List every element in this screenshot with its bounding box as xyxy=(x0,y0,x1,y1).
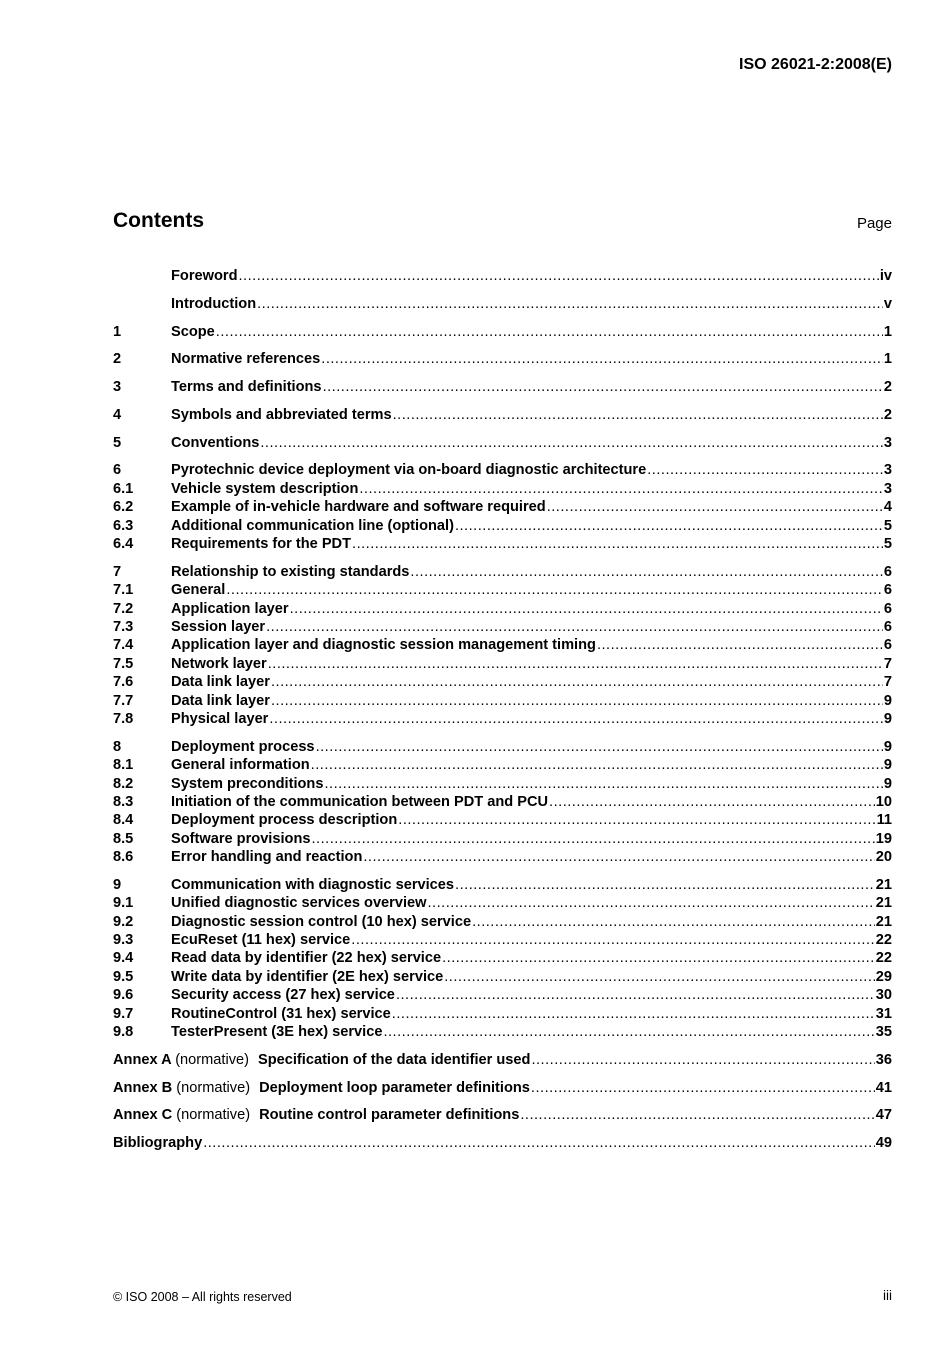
toc-dot-leader xyxy=(547,499,883,515)
toc-entry[interactable] xyxy=(113,351,892,369)
toc-entry-number: 7.5 xyxy=(113,655,134,672)
toc-entry-title: Read data by identifier (22 hex) service xyxy=(171,950,442,967)
toc-group xyxy=(113,351,892,369)
copyright-footer: © ISO 2008 – All rights reserved xyxy=(113,1290,292,1304)
toc-dot-leader xyxy=(257,296,883,312)
toc-entry-page: 21 xyxy=(875,876,892,893)
toc-entry-title: Deployment process xyxy=(171,738,315,755)
toc-entry[interactable] xyxy=(113,849,892,867)
toc-entry-page: 11 xyxy=(876,812,892,829)
toc-entry-page: 20 xyxy=(875,849,892,866)
annex-kind: (normative) xyxy=(176,1079,251,1096)
toc-entry-number: 9.4 xyxy=(113,950,134,967)
toc-dot-leader xyxy=(260,435,883,451)
toc-entry-page: 6 xyxy=(883,600,892,617)
toc-dot-leader xyxy=(226,582,883,598)
page-number: iii xyxy=(883,1288,892,1303)
toc-entry-page: 1 xyxy=(883,351,892,368)
toc-dot-leader xyxy=(321,351,883,367)
toc-entry[interactable] xyxy=(113,757,892,775)
toc-entry[interactable] xyxy=(113,794,892,812)
toc-entry-number: 8.5 xyxy=(113,830,134,847)
toc-entry-number: 7.7 xyxy=(113,692,134,709)
toc-entry-page: 9 xyxy=(883,757,892,774)
toc-group xyxy=(113,407,892,425)
toc-dot-leader xyxy=(324,776,882,792)
toc-entry-page: 10 xyxy=(875,793,892,810)
toc-entry[interactable] xyxy=(113,564,892,582)
toc-group xyxy=(113,379,892,397)
toc-entry-page: 36 xyxy=(875,1051,892,1068)
annex-label xyxy=(113,1107,250,1123)
toc-dot-leader xyxy=(597,637,883,653)
toc-entry-number: 9.7 xyxy=(113,1005,134,1022)
toc-entry-number: 9.1 xyxy=(113,895,134,912)
toc-entry[interactable] xyxy=(113,987,892,1005)
toc-entry-page: 7 xyxy=(883,655,892,672)
toc-entry-number: 6.4 xyxy=(113,536,134,553)
toc-entry[interactable] xyxy=(113,932,892,950)
toc-entry[interactable] xyxy=(113,1024,892,1042)
toc-entry[interactable] xyxy=(113,812,892,830)
toc-entry-title: Deployment process description xyxy=(171,812,398,829)
toc-dot-leader xyxy=(269,711,883,727)
toc-group xyxy=(113,1080,892,1098)
toc-entry-page: 41 xyxy=(875,1079,892,1096)
toc-entry-number: 7.4 xyxy=(113,637,134,654)
toc-annex-entry[interactable] xyxy=(113,1107,892,1125)
toc-bibliography-entry[interactable] xyxy=(113,1135,892,1153)
toc-entry-title: EcuReset (11 hex) service xyxy=(171,932,351,949)
toc-dot-leader xyxy=(323,379,883,395)
toc-entry-number: 9.5 xyxy=(113,968,134,985)
toc-entry[interactable] xyxy=(113,950,892,968)
toc-entry-page: 29 xyxy=(875,968,892,985)
toc-entry-title: Foreword xyxy=(171,268,238,284)
toc-entry-page: 9 xyxy=(883,738,892,755)
toc-dot-leader xyxy=(647,462,883,478)
annex-label xyxy=(113,1052,249,1068)
annex-name: Annex C xyxy=(113,1107,173,1124)
toc-dot-leader xyxy=(472,914,875,930)
toc-dot-leader xyxy=(266,619,883,635)
toc-dot-leader xyxy=(398,812,875,828)
toc-entry-number: 6 xyxy=(113,462,122,479)
toc-dot-leader xyxy=(442,950,875,966)
toc-entry[interactable] xyxy=(113,582,892,600)
toc-entry-number: 9.8 xyxy=(113,1023,134,1040)
toc-entry[interactable] xyxy=(113,711,892,729)
toc-entry-number: 9.2 xyxy=(113,913,134,930)
toc-entry-title: Symbols and abbreviated terms xyxy=(171,406,392,423)
toc-entry-title: Routine control parameter definitions xyxy=(259,1107,520,1124)
toc-entry-number: 1 xyxy=(113,323,122,340)
toc-entry[interactable] xyxy=(113,1006,892,1024)
toc-entry-title: Terms and definitions xyxy=(171,379,322,396)
toc-entry[interactable] xyxy=(113,536,892,554)
toc-entry-page: iv xyxy=(879,268,892,284)
toc-entry-page: 3 xyxy=(883,434,892,451)
toc-dot-leader xyxy=(520,1107,874,1123)
toc-group xyxy=(113,1135,892,1153)
toc-entry-page: 2 xyxy=(883,379,892,396)
toc-entry[interactable] xyxy=(113,601,892,619)
toc-entry[interactable] xyxy=(113,674,892,692)
toc-group xyxy=(113,324,892,342)
toc-entry-page: 47 xyxy=(875,1107,892,1124)
toc-entry-number: 4 xyxy=(113,406,122,423)
toc-entry-title: Software provisions xyxy=(171,830,311,847)
toc-entry[interactable] xyxy=(113,831,892,849)
toc-entry-page: 30 xyxy=(875,987,892,1004)
toc-group xyxy=(113,739,892,868)
toc-entry[interactable] xyxy=(113,324,892,342)
toc-dot-leader xyxy=(383,1024,874,1040)
toc-entry-number: 7.8 xyxy=(113,710,134,727)
toc-dot-leader xyxy=(290,601,883,617)
toc-dot-leader xyxy=(316,739,883,755)
toc-entry-page: 19 xyxy=(875,830,892,847)
toc-entry-number: 8.6 xyxy=(113,849,134,866)
toc-entry[interactable] xyxy=(113,379,892,397)
toc-entry-title: TesterPresent (3E hex) service xyxy=(171,1023,383,1040)
toc-entry-page: 21 xyxy=(875,895,892,912)
toc-entry-page: 9 xyxy=(883,775,892,792)
toc-entry-page: 49 xyxy=(875,1135,892,1152)
toc-dot-leader xyxy=(203,1135,875,1151)
toc-entry-page: 35 xyxy=(875,1023,892,1040)
toc-entry-number: 7.6 xyxy=(113,674,134,691)
toc-entry[interactable] xyxy=(113,895,892,913)
toc-entry[interactable] xyxy=(113,481,892,499)
toc-dot-leader xyxy=(396,987,875,1003)
toc-entry-number: 7 xyxy=(113,563,122,580)
toc-dot-leader xyxy=(444,969,875,985)
toc-entry[interactable] xyxy=(113,268,892,286)
toc-dot-leader xyxy=(455,877,875,893)
toc-entry-title: Communication with diagnostic services xyxy=(171,876,455,893)
toc-dot-leader xyxy=(268,656,883,672)
toc-entry-number: 2 xyxy=(113,351,122,368)
toc-entry-title: Application layer and diagnostic session management timing xyxy=(171,637,596,654)
toc-entry-title: Physical layer xyxy=(171,710,269,727)
toc-entry[interactable] xyxy=(113,637,892,655)
page-title: Contents xyxy=(113,209,204,232)
toc-dot-leader xyxy=(311,831,874,847)
toc-entry-page: 2 xyxy=(883,406,892,423)
toc-annex-entry[interactable] xyxy=(113,1080,892,1098)
toc-entry[interactable] xyxy=(113,914,892,932)
toc-entry-title: Data link layer xyxy=(171,692,270,709)
toc-dot-leader xyxy=(352,536,883,552)
toc-annex-entry[interactable] xyxy=(113,1052,892,1070)
toc-entry-number: 9.6 xyxy=(113,987,134,1004)
toc-entry-page: 6 xyxy=(883,563,892,580)
toc-entry[interactable] xyxy=(113,969,892,987)
toc-entry-title: Error handling and reaction xyxy=(171,849,363,866)
toc-dot-leader xyxy=(455,518,883,534)
toc-entry-title: General xyxy=(171,582,226,599)
annex-label xyxy=(113,1080,250,1096)
toc-entry-page: 6 xyxy=(883,582,892,599)
toc-entry-page: 9 xyxy=(883,710,892,727)
toc-entry-number: 6.1 xyxy=(113,480,134,497)
toc-entry-number: 5 xyxy=(113,434,122,451)
toc-dot-leader xyxy=(216,324,883,340)
toc-entry-number: 8.3 xyxy=(113,793,134,810)
toc-dot-leader xyxy=(311,757,883,773)
toc-entry-number: 3 xyxy=(113,379,122,396)
toc-entry[interactable] xyxy=(113,296,892,314)
toc-entry-page: v xyxy=(883,295,892,312)
toc-entry-title: Relationship to existing standards xyxy=(171,563,410,580)
toc-entry[interactable] xyxy=(113,776,892,794)
toc-entry-title: Conventions xyxy=(171,434,260,451)
toc-entry-number: 9.3 xyxy=(113,932,134,949)
toc-entry[interactable] xyxy=(113,435,892,453)
toc-entry-page: 1 xyxy=(883,323,892,340)
toc-dot-leader xyxy=(351,932,874,948)
toc-entry-title: RoutineControl (31 hex) service xyxy=(171,1005,391,1022)
toc-entry-page: 21 xyxy=(875,913,892,930)
toc-entry-title: Network layer xyxy=(171,655,267,672)
toc-entry-title: Bibliography xyxy=(113,1135,203,1152)
toc-entry-title: Normative references xyxy=(171,351,321,368)
toc-dot-leader xyxy=(271,693,883,709)
table-of-contents xyxy=(113,268,892,1163)
toc-entry[interactable] xyxy=(113,656,892,674)
toc-entry-page: 3 xyxy=(883,462,892,479)
annex-kind: (normative) xyxy=(176,1107,251,1124)
toc-entry-page: 6 xyxy=(883,637,892,654)
toc-entry-page: 5 xyxy=(883,536,892,553)
toc-group xyxy=(113,296,892,314)
toc-entry[interactable] xyxy=(113,693,892,711)
toc-entry-page: 31 xyxy=(875,1005,892,1022)
annex-name: Annex B xyxy=(113,1079,173,1096)
toc-entry-number: 7.2 xyxy=(113,600,134,617)
toc-entry[interactable] xyxy=(113,407,892,425)
toc-entry-page: 5 xyxy=(883,517,892,534)
toc-group xyxy=(113,1107,892,1125)
toc-entry[interactable] xyxy=(113,619,892,637)
annex-kind: (normative) xyxy=(175,1051,249,1068)
toc-group xyxy=(113,564,892,730)
toc-group xyxy=(113,1052,892,1070)
toc-entry-title: Deployment loop parameter definitions xyxy=(259,1079,530,1096)
toc-dot-leader xyxy=(238,268,878,284)
document-id: ISO 26021-2:2008(E) xyxy=(739,56,892,73)
toc-group xyxy=(113,268,892,286)
annex-name: Annex A xyxy=(113,1051,172,1068)
toc-dot-leader xyxy=(549,794,875,810)
toc-dot-leader xyxy=(392,1006,875,1022)
toc-entry[interactable] xyxy=(113,518,892,536)
toc-entry-title: Security access (27 hex) service xyxy=(171,987,395,1004)
toc-entry-title: Specification of the data identifier used xyxy=(257,1051,531,1068)
toc-entry[interactable] xyxy=(113,462,892,480)
toc-entry-number: 7.3 xyxy=(113,618,134,635)
toc-entry-title: Write data by identifier (2E hex) service xyxy=(171,968,444,985)
toc-entry-title: Session layer xyxy=(171,618,266,635)
toc-dot-leader xyxy=(363,849,874,865)
toc-entry-title: Unified diagnostic services overview xyxy=(171,895,427,912)
toc-entry-title: Requirements for the PDT xyxy=(171,536,352,553)
toc-dot-leader xyxy=(531,1052,874,1068)
toc-entry-title: Data link layer xyxy=(171,674,270,691)
toc-dot-leader xyxy=(271,674,883,690)
toc-entry-title: Vehicle system description xyxy=(171,480,359,497)
toc-entry-number: 6.2 xyxy=(113,499,134,516)
toc-dot-leader xyxy=(410,564,882,580)
toc-entry-page: 6 xyxy=(883,618,892,635)
toc-entry-title: Additional communication line (optional) xyxy=(171,517,454,534)
toc-entry-number: 8 xyxy=(113,738,122,755)
toc-entry-number: 8.4 xyxy=(113,812,134,829)
toc-entry-title: General information xyxy=(171,757,310,774)
toc-dot-leader xyxy=(428,895,875,911)
page-column-label: Page xyxy=(856,215,892,232)
toc-entry-page: 3 xyxy=(883,480,892,497)
toc-entry-title: System preconditions xyxy=(171,775,324,792)
toc-entry-title: Scope xyxy=(171,323,215,340)
toc-entry-title: Introduction xyxy=(171,295,257,312)
toc-entry-title: Application layer xyxy=(171,600,289,617)
toc-entry-number: 6.3 xyxy=(113,517,134,534)
toc-entry-number: 8.2 xyxy=(113,775,134,792)
toc-entry-page: 9 xyxy=(883,692,892,709)
toc-dot-leader xyxy=(531,1080,875,1096)
toc-entry-title: Initiation of the communication between PDT and PCU xyxy=(171,793,549,810)
toc-entry-title: Example of in-vehicle hardware and software required xyxy=(171,499,546,516)
toc-entry-number: 9 xyxy=(113,876,122,893)
toc-entry-page: 4 xyxy=(883,499,892,516)
toc-entry-number: 7.1 xyxy=(113,582,134,599)
toc-entry[interactable] xyxy=(113,877,892,895)
toc-entry-page: 22 xyxy=(875,950,892,967)
toc-group xyxy=(113,435,892,453)
toc-dot-leader xyxy=(393,407,883,423)
toc-entry[interactable] xyxy=(113,739,892,757)
toc-entry-page: 22 xyxy=(875,932,892,949)
toc-group xyxy=(113,462,892,554)
toc-entry-title: Diagnostic session control (10 hex) service xyxy=(171,913,472,930)
toc-entry-title: Pyrotechnic device deployment via on-board diagnostic architecture xyxy=(171,462,647,479)
toc-entry-number: 8.1 xyxy=(113,757,134,774)
toc-entry-page: 7 xyxy=(883,674,892,691)
toc-entry[interactable] xyxy=(113,499,892,517)
toc-dot-leader xyxy=(359,481,883,497)
toc-group xyxy=(113,877,892,1043)
